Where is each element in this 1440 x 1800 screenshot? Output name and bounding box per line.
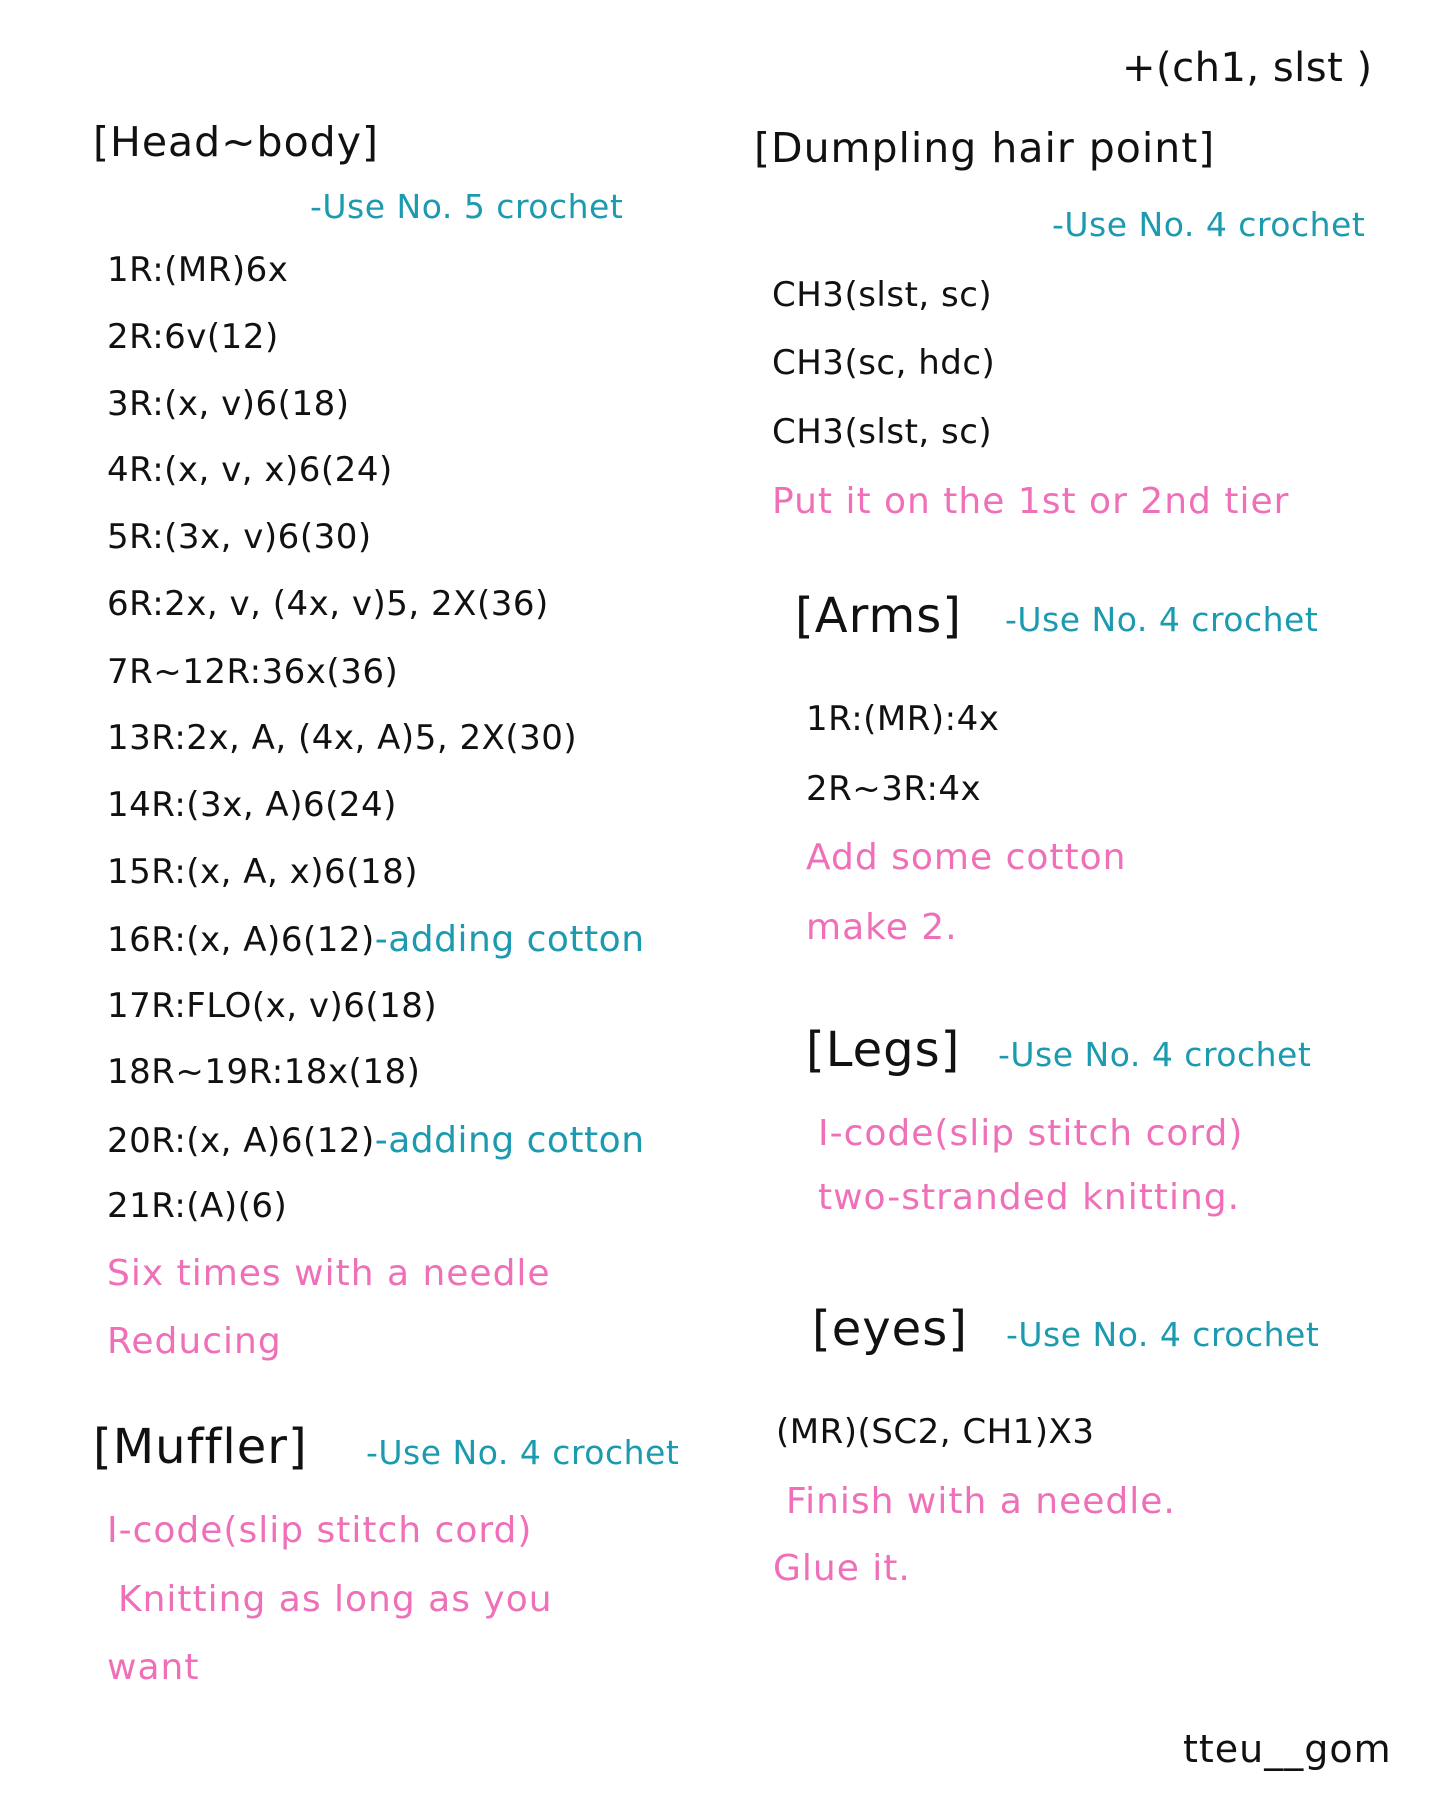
head-body-note: Reducing [107, 1321, 282, 1362]
head-body-note: Six times with a needle [107, 1253, 551, 1294]
legs-title: [Legs] [806, 1022, 961, 1078]
head-body-row: 14R:(3x, A)6(24) [107, 785, 397, 825]
eyes-title: [eyes] [812, 1301, 968, 1357]
dumpling-tool: -Use No. 4 crochet [1052, 205, 1366, 244]
arms-note: make 2. [806, 907, 958, 948]
legs-tool: -Use No. 4 crochet [998, 1035, 1312, 1074]
eyes-row: (MR)(SC2, CH1)X3 [776, 1412, 1095, 1452]
adding-cotton-note: -adding cotton [374, 919, 645, 960]
head-body-row-with-note [107, 1120, 645, 1161]
muffler-note: I-code(slip stitch cord) [107, 1510, 533, 1551]
corner-note: +(ch1, slst ) [1122, 45, 1373, 91]
head-body-row: 4R:(x, v, x)6(24) [107, 450, 393, 490]
eyes-tool: -Use No. 4 crochet [1006, 1315, 1320, 1354]
dumpling-title: [Dumpling hair point] [754, 124, 1216, 172]
head-body-row: 5R:(3x, v)6(30) [107, 517, 372, 557]
dumpling-note: Put it on the 1st or 2nd tier [772, 481, 1290, 522]
dumpling-row: CH3(sc, hdc) [772, 343, 996, 383]
adding-cotton-note: -adding cotton [374, 1120, 645, 1161]
head-body-row: 3R:(x, v)6(18) [107, 384, 350, 424]
eyes-note: Finish with a needle. [786, 1481, 1176, 1522]
head-body-row-with-note [107, 919, 645, 960]
arms-row: 2R~3R:4x [806, 769, 982, 809]
head-body-row: 18R~19R:18x(18) [107, 1052, 421, 1092]
dumpling-row: CH3(slst, sc) [772, 275, 993, 315]
head-body-row: 7R~12R:36x(36) [107, 652, 399, 692]
head-body-row: 17R:FLO(x, v)6(18) [107, 986, 438, 1026]
head-body-row: 16R:(x, A)6(12) [107, 920, 375, 960]
head-body-row: 21R:(A)(6) [107, 1186, 288, 1226]
dumpling-row: CH3(slst, sc) [772, 412, 993, 452]
head-body-row: 15R:(x, A, x)6(18) [107, 852, 418, 892]
head-body-row: 20R:(x, A)6(12) [107, 1121, 375, 1161]
legs-note: I-code(slip stitch cord) [818, 1113, 1244, 1154]
muffler-tool: -Use No. 4 crochet [366, 1433, 680, 1472]
arms-tool: -Use No. 4 crochet [1005, 600, 1319, 639]
head-body-row: 6R:2x, v, (4x, v)5, 2X(36) [107, 584, 549, 624]
arms-note: Add some cotton [806, 837, 1127, 878]
muffler-note: Knitting as long as you [118, 1579, 553, 1620]
eyes-note: Glue it. [773, 1548, 911, 1589]
head-body-row: 2R:6v(12) [107, 317, 279, 357]
head-body-tool: -Use No. 5 crochet [310, 187, 624, 226]
legs-note: two-stranded knitting. [818, 1177, 1241, 1218]
head-body-row: 13R:2x, A, (4x, A)5, 2X(30) [107, 718, 578, 758]
arms-row: 1R:(MR):4x [806, 699, 1000, 739]
head-body-title: [Head~body] [93, 118, 379, 166]
head-body-row: 1R:(MR)6x [107, 250, 289, 290]
arms-title: [Arms] [795, 588, 962, 644]
muffler-title: [Muffler] [93, 1419, 308, 1475]
author-signature: tteu__gom [1183, 1727, 1392, 1771]
muffler-note: want [107, 1647, 200, 1688]
